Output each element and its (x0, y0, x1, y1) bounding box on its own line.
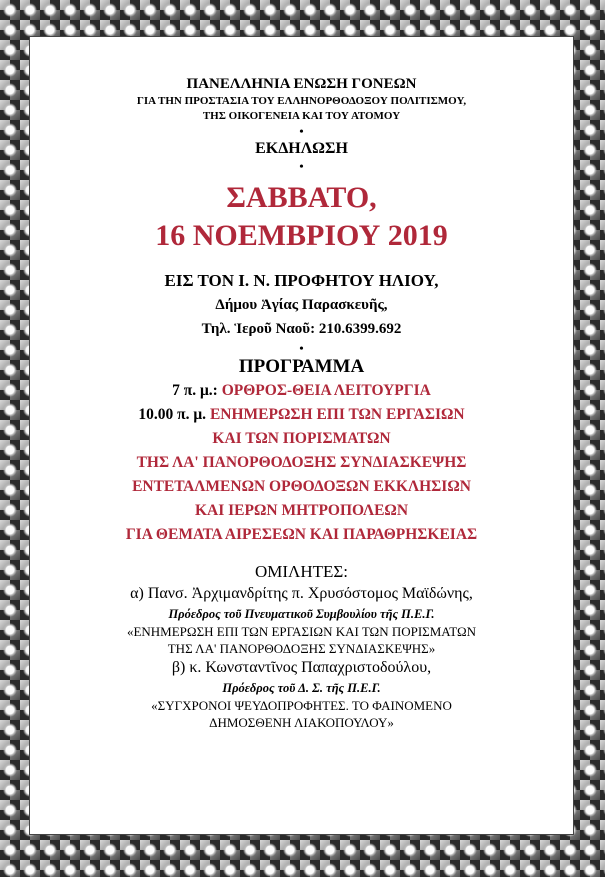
venue-municipality: Δήμου Ἁγίας Παρασκευῆς, (215, 297, 388, 313)
program-item-2-line: ΤΗΣ ΛΑ' ΠΑΝΟΡΘΟΔΟΞΗΣ ΣΥΝΔΙΑΣΚΕΨΗΣ (136, 454, 467, 471)
org-subtitle-2: ΤΗΣ ΟΙΚΟΓΕΝΕΙΑ ΚΑΙ ΤΟΥ ΑΤΟΜΟΥ (202, 110, 401, 122)
program-item-2-line: ΚΑΙ ΤΩΝ ΠΟΡΙΣΜΑΤΩΝ (212, 430, 391, 447)
program-item-2-line: ΚΑΙ ΙΕΡΩΝ ΜΗΤΡΟΠΟΛΕΩΝ (194, 502, 409, 519)
program-item-2-time: 10.00 π. μ. (138, 406, 207, 423)
poster-content (29, 75, 574, 731)
event-date-day: ΣΑΒΒΑΤΟ, (226, 181, 377, 214)
program-item-1 (29, 379, 574, 403)
program-title: ΠΡΟΓΡΑΜΜΑ (238, 356, 365, 377)
poster-panel (29, 36, 574, 835)
venue-phone: Τηλ. Ἱεροῦ Ναοῦ: 210.6399.692 (201, 321, 402, 337)
speaker-a-role: Πρόεδρος τοῦ Πνευματικοῦ Συμβουλίου τῆς Π.Ε.Γ. (168, 607, 435, 621)
event-label: ΕΚΔΗΛΩΣΗ (255, 140, 348, 157)
event-date: 16 ΝΟΕΜΒΡΙΟΥ 2019 (155, 219, 448, 252)
speaker-b-name: β) κ. Κωνσταντῖνος Παπαχριστοδούλου, (171, 659, 432, 676)
speaker-a-name: α) Πανσ. Ἀρχιμανδρίτης π. Χρυσόστομος Μαϊδώνης, (130, 585, 473, 602)
speaker-b-role: Πρόεδρος τοῦ Δ. Σ. τῆς Π.Ε.Γ. (222, 681, 381, 695)
bullet-separator: • (299, 124, 304, 138)
program-item-2 (29, 403, 574, 427)
bullet-separator: • (299, 159, 304, 173)
org-name: ΠΑΝΕΛΛΗΝΙΑ ΕΝΩΣΗ ΓΟΝΕΩΝ (186, 76, 417, 92)
program-item-2-text: ΕΝΗΜΕΡΩΣΗ ΕΠΙ ΤΩΝ ΕΡΓΑΣΙΩΝ (209, 406, 465, 423)
venue-name: ΕΙΣ ΤΟΝ Ι. Ν. ΠΡΟΦΗΤΟΥ ΗΛΙΟΥ, (164, 271, 439, 290)
program-item-2-line: ΓΙΑ ΘΕΜΑΤΑ ΑΙΡΕΣΕΩΝ ΚΑΙ ΠΑΡΑΘΡΗΣΚΕΙΑΣ (125, 526, 478, 543)
program-item-1-time: 7 π. μ.: (172, 382, 218, 399)
bullet-separator: • (299, 341, 304, 355)
program-item-1-text: ΟΡΘΡΟΣ-ΘΕΙΑ ΛΕΙΤΟΥΡΓΙΑ (221, 382, 431, 399)
speakers-title: ΟΜΙΛΗΤΕΣ: (254, 562, 349, 581)
program-item-2-line: ΕΝΤΕΤΑΛΜΕΝΩΝ ΟΡΘΟΔΟΞΩΝ ΕΚΚΛΗΣΙΩΝ (132, 478, 471, 495)
speaker-b-topic: «ΣΥΓΧΡΟΝΟΙ ΨΕΥΔΟΠΡΟΦΗΤΕΣ. ΤΟ ΦΑΙΝΟΜΕΝΟ (151, 698, 452, 713)
org-subtitle-1: ΓΙΑ ΤΗΝ ΠΡΟΣΤΑΣΙΑ ΤΟΥ ΕΛΛΗΝΟΡΘΟΔΟΞΟΥ ΠΟΛΙΤΙΣΜΟΥ, (136, 95, 467, 107)
speaker-b-topic: ΔΗΜΟΣΘΕΝΗ ΛΙΑΚΟΠΟΥΛΟΥ» (209, 715, 394, 730)
speaker-a-topic: ΤΗΣ ΛΑ' ΠΑΝΟΡΘΟΔΟΞΗΣ ΣΥΝΔΙΑΣΚΕΨΗΣ» (167, 641, 436, 656)
speaker-a-topic: «ΕΝΗΜΕΡΩΣΗ ΕΠΙ ΤΩΝ ΕΡΓΑΣΙΩΝ ΚΑΙ ΤΩΝ ΠΟΡΙΣΜΑΤΩΝ (126, 624, 477, 639)
